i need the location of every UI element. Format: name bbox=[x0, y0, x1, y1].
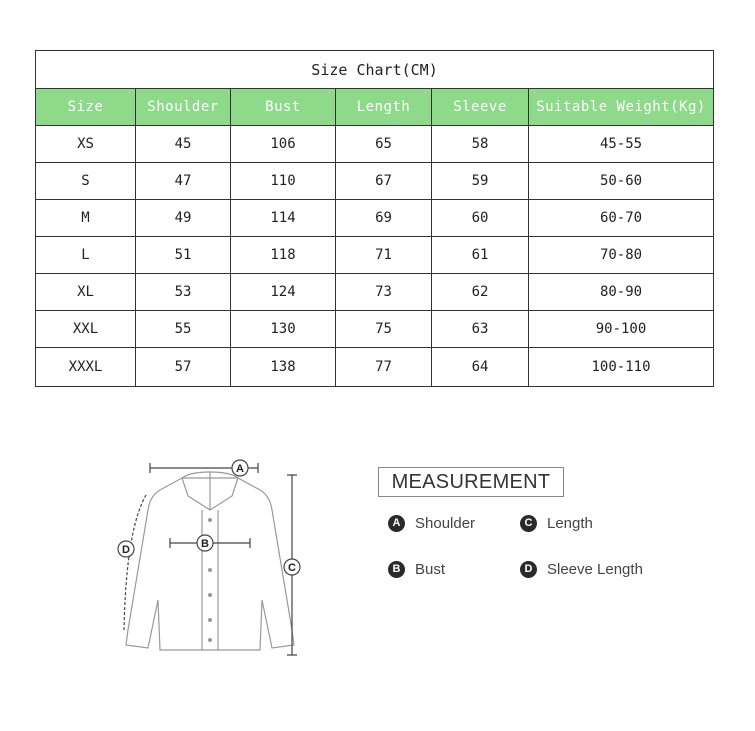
cell-shoulder: 55 bbox=[136, 311, 231, 348]
cell-length: 67 bbox=[336, 163, 432, 200]
table-row bbox=[36, 126, 714, 163]
legend-label: Length bbox=[547, 515, 593, 532]
cell-weight: 90-100 bbox=[529, 311, 714, 348]
table-title: Size Chart(CM) bbox=[36, 51, 714, 89]
cell-bust: 106 bbox=[231, 126, 336, 163]
header-sleeve: Sleeve bbox=[432, 89, 529, 126]
cell-length: 69 bbox=[336, 200, 432, 237]
legend-label: Bust bbox=[415, 561, 446, 578]
size-chart-table bbox=[35, 50, 714, 387]
cell-weight: 70-80 bbox=[529, 237, 714, 274]
table-row bbox=[36, 163, 714, 200]
legend-sleeve-length bbox=[520, 561, 643, 578]
cell-bust: 118 bbox=[231, 237, 336, 274]
legend-bust bbox=[388, 561, 445, 578]
cell-shoulder: 49 bbox=[136, 200, 231, 237]
marker-c: C bbox=[288, 562, 296, 574]
cell-length: 65 bbox=[336, 126, 432, 163]
badge-d-icon: D bbox=[520, 561, 537, 578]
cell-length: 77 bbox=[336, 348, 432, 387]
cell-bust: 138 bbox=[231, 348, 336, 387]
table-header-row bbox=[36, 89, 714, 126]
cell-size: XL bbox=[36, 274, 136, 311]
marker-d: D bbox=[122, 544, 130, 556]
cell-bust: 110 bbox=[231, 163, 336, 200]
table-row bbox=[36, 348, 714, 387]
cell-bust: 114 bbox=[231, 200, 336, 237]
legend-label: Sleeve Length bbox=[547, 561, 643, 578]
legend-label: Shoulder bbox=[415, 515, 476, 532]
cell-size: XXXL bbox=[36, 348, 136, 387]
cell-sleeve: 60 bbox=[432, 200, 529, 237]
header-shoulder: Shoulder bbox=[136, 89, 231, 126]
table-row bbox=[36, 237, 714, 274]
cell-sleeve: 61 bbox=[432, 237, 529, 274]
cell-shoulder: 53 bbox=[136, 274, 231, 311]
cell-weight: 60-70 bbox=[529, 200, 714, 237]
cell-length: 73 bbox=[336, 274, 432, 311]
cell-size: M bbox=[36, 200, 136, 237]
legend-length bbox=[520, 515, 593, 532]
cell-length: 71 bbox=[336, 237, 432, 274]
cell-sleeve: 59 bbox=[432, 163, 529, 200]
cell-sleeve: 63 bbox=[432, 311, 529, 348]
table-row bbox=[36, 311, 714, 348]
cell-weight: 100-110 bbox=[529, 348, 714, 387]
badge-a-icon: A bbox=[388, 515, 405, 532]
cell-length: 75 bbox=[336, 311, 432, 348]
cell-shoulder: 47 bbox=[136, 163, 231, 200]
cell-size: S bbox=[36, 163, 136, 200]
shirt-outline-icon bbox=[110, 450, 310, 670]
legend-shoulder bbox=[388, 515, 475, 532]
cell-shoulder: 57 bbox=[136, 348, 231, 387]
cell-size: XS bbox=[36, 126, 136, 163]
header-bust: Bust bbox=[231, 89, 336, 126]
header-size: Size bbox=[36, 89, 136, 126]
cell-shoulder: 51 bbox=[136, 237, 231, 274]
badge-c-icon: C bbox=[520, 515, 537, 532]
cell-weight: 45-55 bbox=[529, 126, 714, 163]
cell-sleeve: 58 bbox=[432, 126, 529, 163]
cell-bust: 124 bbox=[231, 274, 336, 311]
badge-b-icon: B bbox=[388, 561, 405, 578]
measurement-title: MEASUREMENT bbox=[378, 467, 564, 497]
table-row bbox=[36, 200, 714, 237]
cell-sleeve: 62 bbox=[432, 274, 529, 311]
table-row bbox=[36, 274, 714, 311]
cell-size: L bbox=[36, 237, 136, 274]
cell-weight: 50-60 bbox=[529, 163, 714, 200]
cell-bust: 130 bbox=[231, 311, 336, 348]
marker-a: A bbox=[236, 463, 244, 475]
cell-weight: 80-90 bbox=[529, 274, 714, 311]
header-length: Length bbox=[336, 89, 432, 126]
marker-b: B bbox=[201, 538, 209, 550]
header-weight: Suitable Weight(Kg) bbox=[529, 89, 714, 126]
cell-sleeve: 64 bbox=[432, 348, 529, 387]
cell-size: XXL bbox=[36, 311, 136, 348]
cell-shoulder: 45 bbox=[136, 126, 231, 163]
